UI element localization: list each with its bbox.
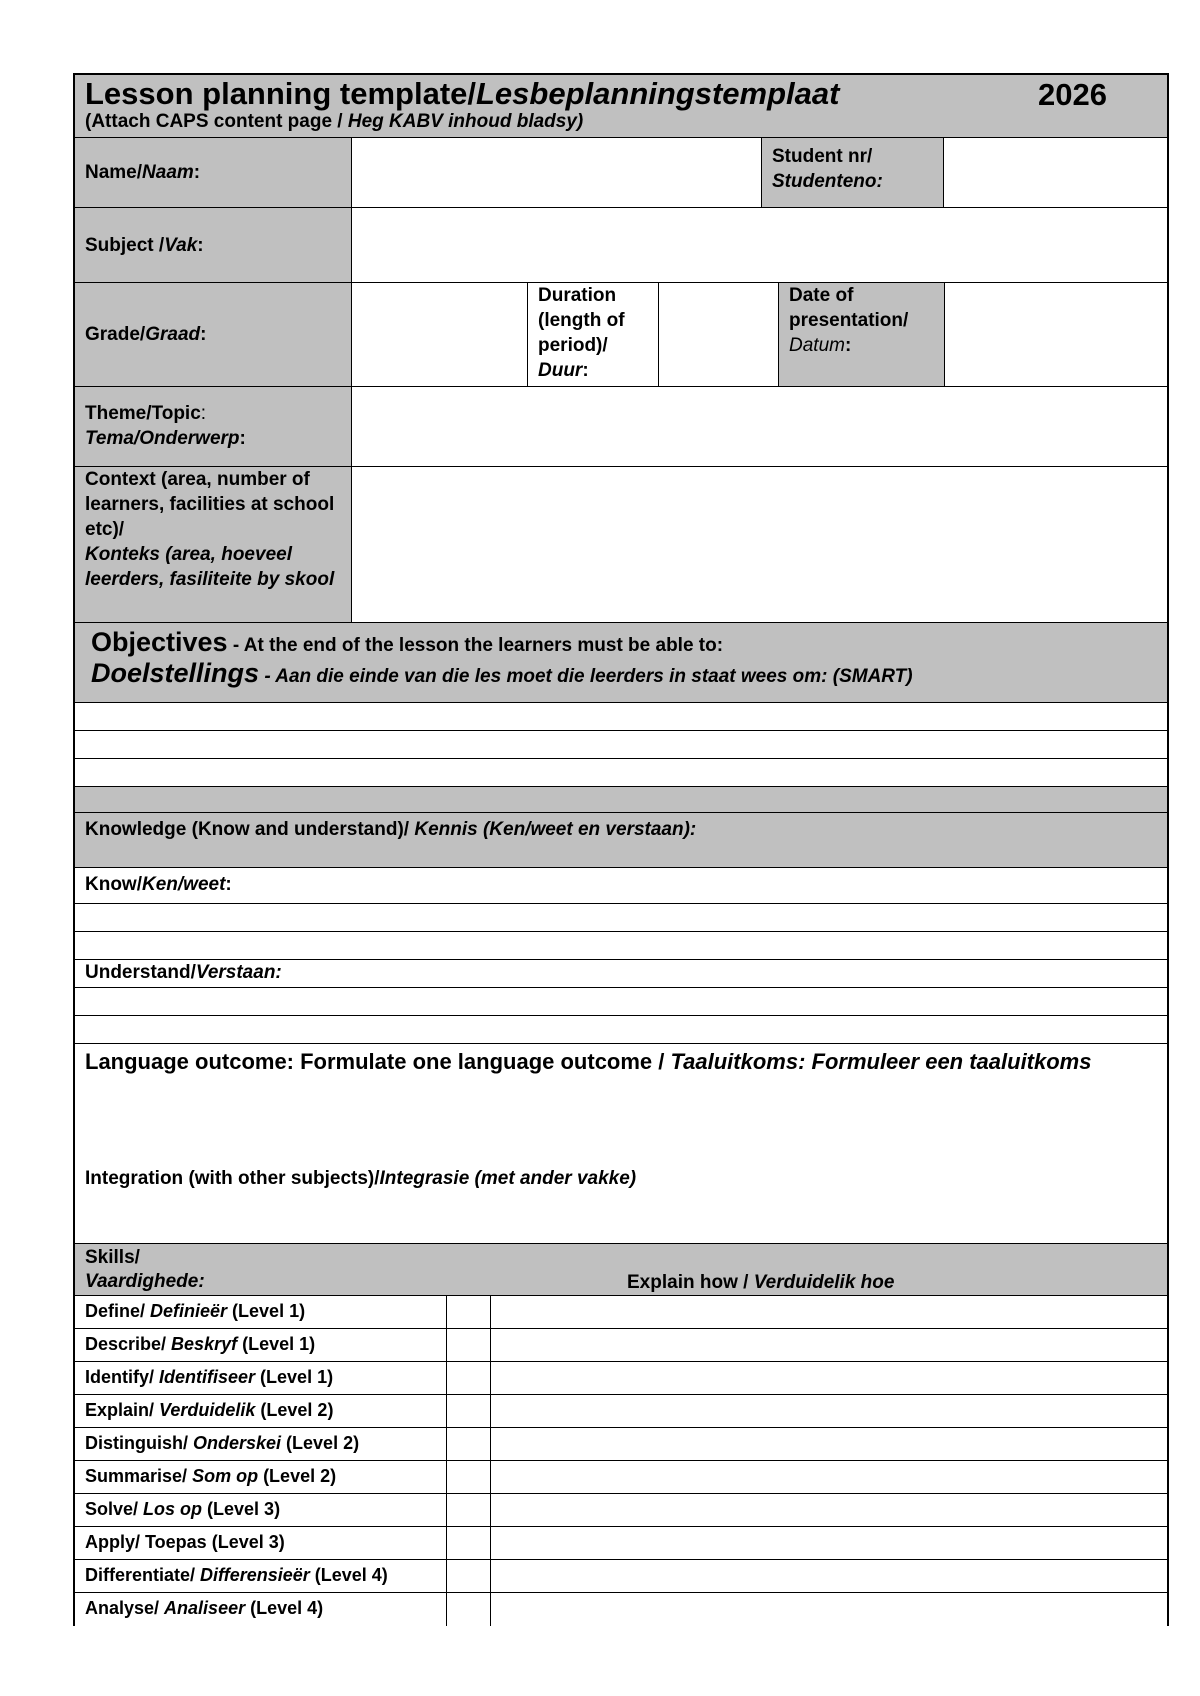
integration-en: Integration (with other subjects)/ xyxy=(85,1168,380,1189)
know-label-row: Know/Ken/weet: xyxy=(75,868,1167,904)
skill-check-cell[interactable] xyxy=(446,1560,490,1592)
objectives-heading xyxy=(75,623,1167,703)
skill-explain-cell[interactable] xyxy=(490,1428,1167,1460)
skill-explain-cell[interactable] xyxy=(490,1395,1167,1427)
year-label: 2026 xyxy=(1038,77,1107,112)
explain-how-af: Verduidelik hoe xyxy=(753,1272,895,1293)
context-row xyxy=(75,467,1167,623)
skill-check-cell[interactable] xyxy=(446,1494,490,1526)
language-outcome-af: Taaluitkoms: Formuleer een taaluitkoms xyxy=(670,1049,1092,1074)
skill-explain-cell[interactable] xyxy=(490,1362,1167,1394)
lesson-plan-form xyxy=(73,73,1169,1626)
skill-label: Identify/ Identifiseer (Level 1) xyxy=(85,1367,334,1387)
skill-explain-cell[interactable] xyxy=(490,1527,1167,1559)
skills-heading xyxy=(75,1244,1167,1296)
duration-label-en: Duration (length of period)/ xyxy=(538,285,625,356)
skill-label: Analyse/ Analiseer (Level 4) xyxy=(85,1598,324,1618)
skill-check-cell[interactable] xyxy=(446,1527,490,1559)
knowledge-heading xyxy=(75,813,1167,868)
skill-explain-cell[interactable] xyxy=(490,1494,1167,1526)
name-label-en: Name/ xyxy=(85,162,143,183)
grade-row xyxy=(75,283,1167,387)
skill-label: Explain/ Verduidelik (Level 2) xyxy=(85,1400,334,1420)
theme-label-en: Theme/Topic xyxy=(85,403,201,424)
understand-line-2[interactable] xyxy=(75,1016,1167,1044)
skill-label: Summarise/ Som op (Level 2) xyxy=(85,1466,337,1486)
skill-explain-cell[interactable] xyxy=(490,1329,1167,1361)
explain-how-label xyxy=(627,1270,894,1295)
understand-label-af: Verstaan: xyxy=(195,962,282,983)
know-line-2[interactable] xyxy=(75,932,1167,960)
context-label xyxy=(75,467,351,622)
name-label-af: Naam xyxy=(142,162,194,183)
subject-label-af: Vak xyxy=(164,234,198,256)
knowledge-heading-en: Knowledge (Know and understand)/ xyxy=(85,819,410,840)
grade-label-en: Grade/ xyxy=(85,324,146,345)
skill-check-cell[interactable] xyxy=(446,1329,490,1361)
subject-row xyxy=(75,208,1167,283)
objective-line-2[interactable] xyxy=(75,731,1167,759)
language-outcome-en: Language outcome: Formulate one language outcome / xyxy=(85,1049,671,1074)
grade-field[interactable] xyxy=(351,283,527,386)
language-outcome-label xyxy=(75,1044,1167,1080)
spacer-row xyxy=(75,787,1167,813)
subject-label: Subject /Vak: xyxy=(75,208,351,282)
objectives-title-en: Objectives xyxy=(91,627,228,657)
skill-explain-cell[interactable] xyxy=(490,1593,1167,1626)
theme-label: Theme/Topic: Tema/Onderwerp: xyxy=(75,387,351,466)
knowledge-heading-af: Kennis (Ken/weet en verstaan): xyxy=(409,819,697,840)
skill-row xyxy=(75,1395,1167,1428)
date-label-en: Date of presentation/ xyxy=(789,285,909,331)
skill-check-cell[interactable] xyxy=(446,1593,490,1626)
date-label-af: Datum xyxy=(789,335,845,356)
skill-check-cell[interactable] xyxy=(446,1362,490,1394)
know-label-en: Know/ xyxy=(85,874,142,895)
context-label-en: Context (area, number of learners, facilities at school etc)/ xyxy=(85,469,335,540)
objectives-title-af: Doelstellings xyxy=(91,658,260,688)
skill-check-cell[interactable] xyxy=(446,1395,490,1427)
student-nr-label-en: Student nr/ xyxy=(772,146,873,167)
theme-label-af: Tema/Onderwerp xyxy=(85,428,240,449)
duration-label-af: Duur xyxy=(538,360,583,381)
understand-label-en: Understand/ xyxy=(85,962,196,983)
skill-row xyxy=(75,1494,1167,1527)
subject-label-en: Subject / xyxy=(85,234,165,256)
objective-line-1[interactable] xyxy=(75,703,1167,731)
skill-label: Differentiate/ Differensieër (Level 4) xyxy=(85,1565,388,1585)
objectives-text-af: - Aan die einde van die les moet die leerders in staat wees om: (SMART) xyxy=(259,666,913,687)
skill-check-cell[interactable] xyxy=(446,1296,490,1328)
name-label: Name/Naam: xyxy=(75,138,351,207)
skill-label: Describe/ Beskryf (Level 1) xyxy=(85,1334,316,1354)
duration-label: Duration (length of period)/ Duur: xyxy=(527,283,658,386)
student-nr-label xyxy=(761,138,943,207)
theme-field[interactable] xyxy=(351,387,1167,466)
context-field[interactable] xyxy=(351,467,1167,622)
skill-check-cell[interactable] xyxy=(446,1461,490,1493)
integration-af: Integrasie (met ander vakke) xyxy=(379,1168,637,1189)
name-field[interactable] xyxy=(351,138,761,207)
skill-explain-cell[interactable] xyxy=(490,1296,1167,1328)
subtitle-af: Heg KABV inhoud bladsy) xyxy=(347,111,584,132)
explain-how-en: Explain how / xyxy=(627,1272,754,1293)
skill-explain-cell[interactable] xyxy=(490,1461,1167,1493)
context-label-af: Konteks (area, hoeveel leerders, fasiliteite by skool xyxy=(85,544,335,590)
skill-row xyxy=(75,1560,1167,1593)
skills-heading-label xyxy=(75,1244,215,1298)
skill-label: Distinguish/ Onderskei (Level 2) xyxy=(85,1433,360,1453)
objective-line-3[interactable] xyxy=(75,759,1167,787)
subtitle xyxy=(75,111,1167,133)
skill-row xyxy=(75,1296,1167,1329)
date-field[interactable] xyxy=(944,283,1167,386)
student-nr-label-af: Studenteno: xyxy=(772,171,883,192)
know-line-1[interactable] xyxy=(75,904,1167,932)
theme-row xyxy=(75,387,1167,467)
subject-field[interactable] xyxy=(351,208,1167,282)
duration-field[interactable] xyxy=(658,283,778,386)
integration-label xyxy=(75,1162,646,1195)
skill-row xyxy=(75,1461,1167,1494)
grade-label-af: Graad xyxy=(145,324,201,345)
skill-explain-cell[interactable] xyxy=(490,1560,1167,1592)
know-label-af: Ken/weet xyxy=(142,874,226,895)
skill-label: Apply/ Toepas (Level 3) xyxy=(85,1532,285,1552)
objectives-text-en: - At the end of the lesson the learners must be able to: xyxy=(227,635,724,656)
understand-line-1[interactable] xyxy=(75,988,1167,1016)
date-label: Date of presentation/ Datum: xyxy=(778,283,944,386)
student-nr-field[interactable] xyxy=(943,138,1167,207)
skills-heading-af: Vaardighede: xyxy=(85,1271,205,1292)
skill-row xyxy=(75,1527,1167,1560)
skill-label: Define/ Definieër (Level 1) xyxy=(85,1301,306,1321)
skill-row xyxy=(75,1329,1167,1362)
name-row xyxy=(75,138,1167,208)
grade-label: Grade/Graad: xyxy=(75,283,351,386)
skill-row xyxy=(75,1428,1167,1461)
skills-heading-en: Skills/ xyxy=(85,1247,140,1268)
skill-row xyxy=(75,1362,1167,1395)
title-en: Lesson planning template/ xyxy=(85,76,476,111)
language-integration-row[interactable] xyxy=(75,1044,1167,1244)
skill-label: Solve/ Los op (Level 3) xyxy=(85,1499,281,1519)
skill-row xyxy=(75,1593,1167,1626)
title-af: Lesbeplanningstemplaat xyxy=(476,76,840,111)
page-title xyxy=(75,75,1167,111)
skill-check-cell[interactable] xyxy=(446,1428,490,1460)
subtitle-en: (Attach CAPS content page / xyxy=(85,111,348,132)
title-row xyxy=(75,75,1167,138)
skills-list xyxy=(75,1296,1167,1626)
understand-label-row xyxy=(75,960,1167,988)
